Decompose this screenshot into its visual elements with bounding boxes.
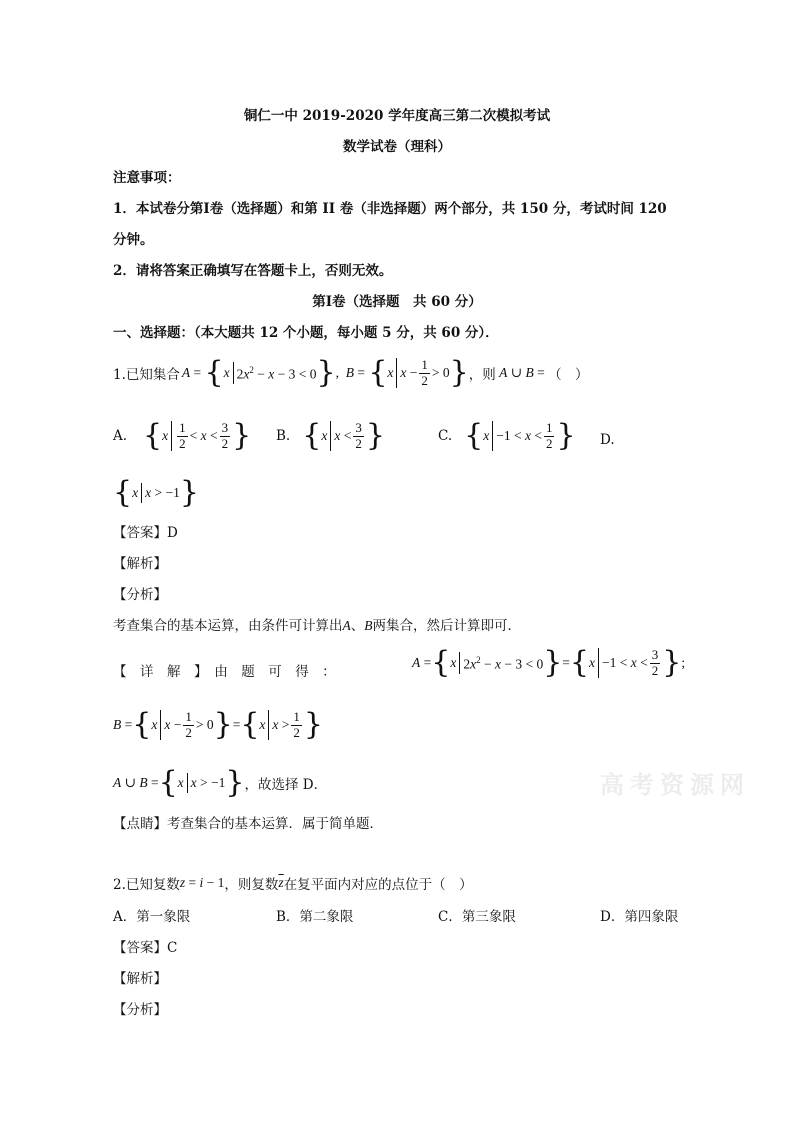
q1-detail-set-b: B = { x x − $\frac{1}{2}$ > 0 } = { x x > $\frac{1}{2}$ } — [113, 707, 323, 743]
z-conjugate: $\overline{z}$ — [278, 875, 284, 890]
option-b-label: B. — [276, 428, 291, 445]
notes-item1-line1: 1．本试卷分第Ⅰ卷（选择题）和第 II 卷（非选择题）两个部分，共 150 分，考试时间 120 — [113, 201, 667, 217]
conclusion-text: ，故选择 D． — [244, 777, 328, 793]
q1-option-d-label: D. — [600, 432, 615, 448]
option-a-label: A. — [113, 428, 128, 445]
q1-analysis-label: 【解析】 — [113, 556, 167, 572]
q2-stem: 2.已知复数 z = i − 1 ，则复数 $\overline{z}$ 在复平面内对应的点位于（ ） — [113, 875, 473, 893]
q2-option-b: B．第二象限 — [276, 909, 354, 925]
q2-option-c: C．第三象限 — [438, 909, 516, 925]
q1-detail-label: 【 详 解 】 由 题 可 得 ： — [113, 664, 336, 680]
q2-option-d: D．第四象限 — [600, 909, 679, 925]
q2-mid: ，则复数 — [224, 877, 279, 893]
q1-paren: （ ） — [548, 367, 589, 384]
q1-prefix: 1.已知集合 — [113, 367, 180, 384]
q1-conclusion: A ∪ B = { x x > −1 } ，故选择 D． — [113, 765, 328, 800]
exam-title: 铜仁一中 2019-2020 学年度高三第二次模拟考试 — [243, 108, 551, 124]
q1-fenxi-label: 【分析】 — [113, 587, 167, 603]
q2-analysis-label: 【解析】 — [113, 971, 167, 987]
q1-option-a: A. { x $\frac{1}{2}$ < x < $\frac{3}{2}$ } — [113, 418, 252, 454]
section-title: 第Ⅰ卷（选择题 共 60 分） — [312, 294, 482, 310]
q1-stem: 1.已知集合 A = { x $2x^2 - x - 3 < 0$ } , B = { x x − $\frac{1}{2}$ > 0 } ，则 A ∪ B = （ ） — [113, 355, 589, 391]
q1-dianjing: 【点睛】考查集合的基本运算．属于简单题． — [113, 816, 383, 832]
q2-answer: 【答案】C — [113, 940, 178, 956]
q1-option-c: C. { x −1 < x < $\frac{1}{2}$ } — [438, 418, 576, 454]
q1-fenxi-text: 考查集合的基本运算，由条件可计算出A、B两集合，然后计算即可． — [113, 618, 521, 634]
q1-option-d: { x x > −1 } — [113, 475, 199, 510]
set-a-symbol: A — [181, 365, 191, 381]
q1-option-b: B. { x x < $\frac{3}{2}$ } — [276, 418, 385, 454]
notes-item1-line2: 分钟。 — [113, 232, 154, 248]
notes-item2: 2．请将答案正确填写在答题卡上，否则无效。 — [113, 263, 393, 279]
fenxi-text-part2: 两集合，然后计算即可． — [372, 618, 521, 634]
notes-heading: 注意事项： — [113, 170, 181, 186]
q2-option-a: A．第一象限 — [113, 909, 191, 925]
q2-fenxi-label: 【分析】 — [113, 1002, 167, 1018]
q2-prefix: 2.已知复数 — [113, 877, 180, 893]
set-b-symbol: B — [345, 365, 354, 381]
part-heading: 一、选择题：（本大题共 12 个小题，每小题 5 分，共 60 分）． — [113, 325, 499, 341]
option-c-label: C. — [438, 428, 453, 445]
q1-answer: 【答案】D — [113, 525, 178, 541]
exam-subtitle: 数学试卷（理科） — [343, 139, 451, 155]
watermark: 高考资源网 — [600, 770, 750, 799]
q2-stem-end: 在复平面内对应的点位于（ ） — [283, 877, 473, 893]
fenxi-text-part1: 考查集合的基本运算，由条件可计算出 — [113, 618, 343, 634]
q1-stem-end: ，则 — [468, 367, 496, 384]
q1-detail-set-a: A = { x $2x^2 - x - 3 < 0$ } = { x −1 < x < $\frac{3}{2}$ } ; — [412, 645, 686, 681]
